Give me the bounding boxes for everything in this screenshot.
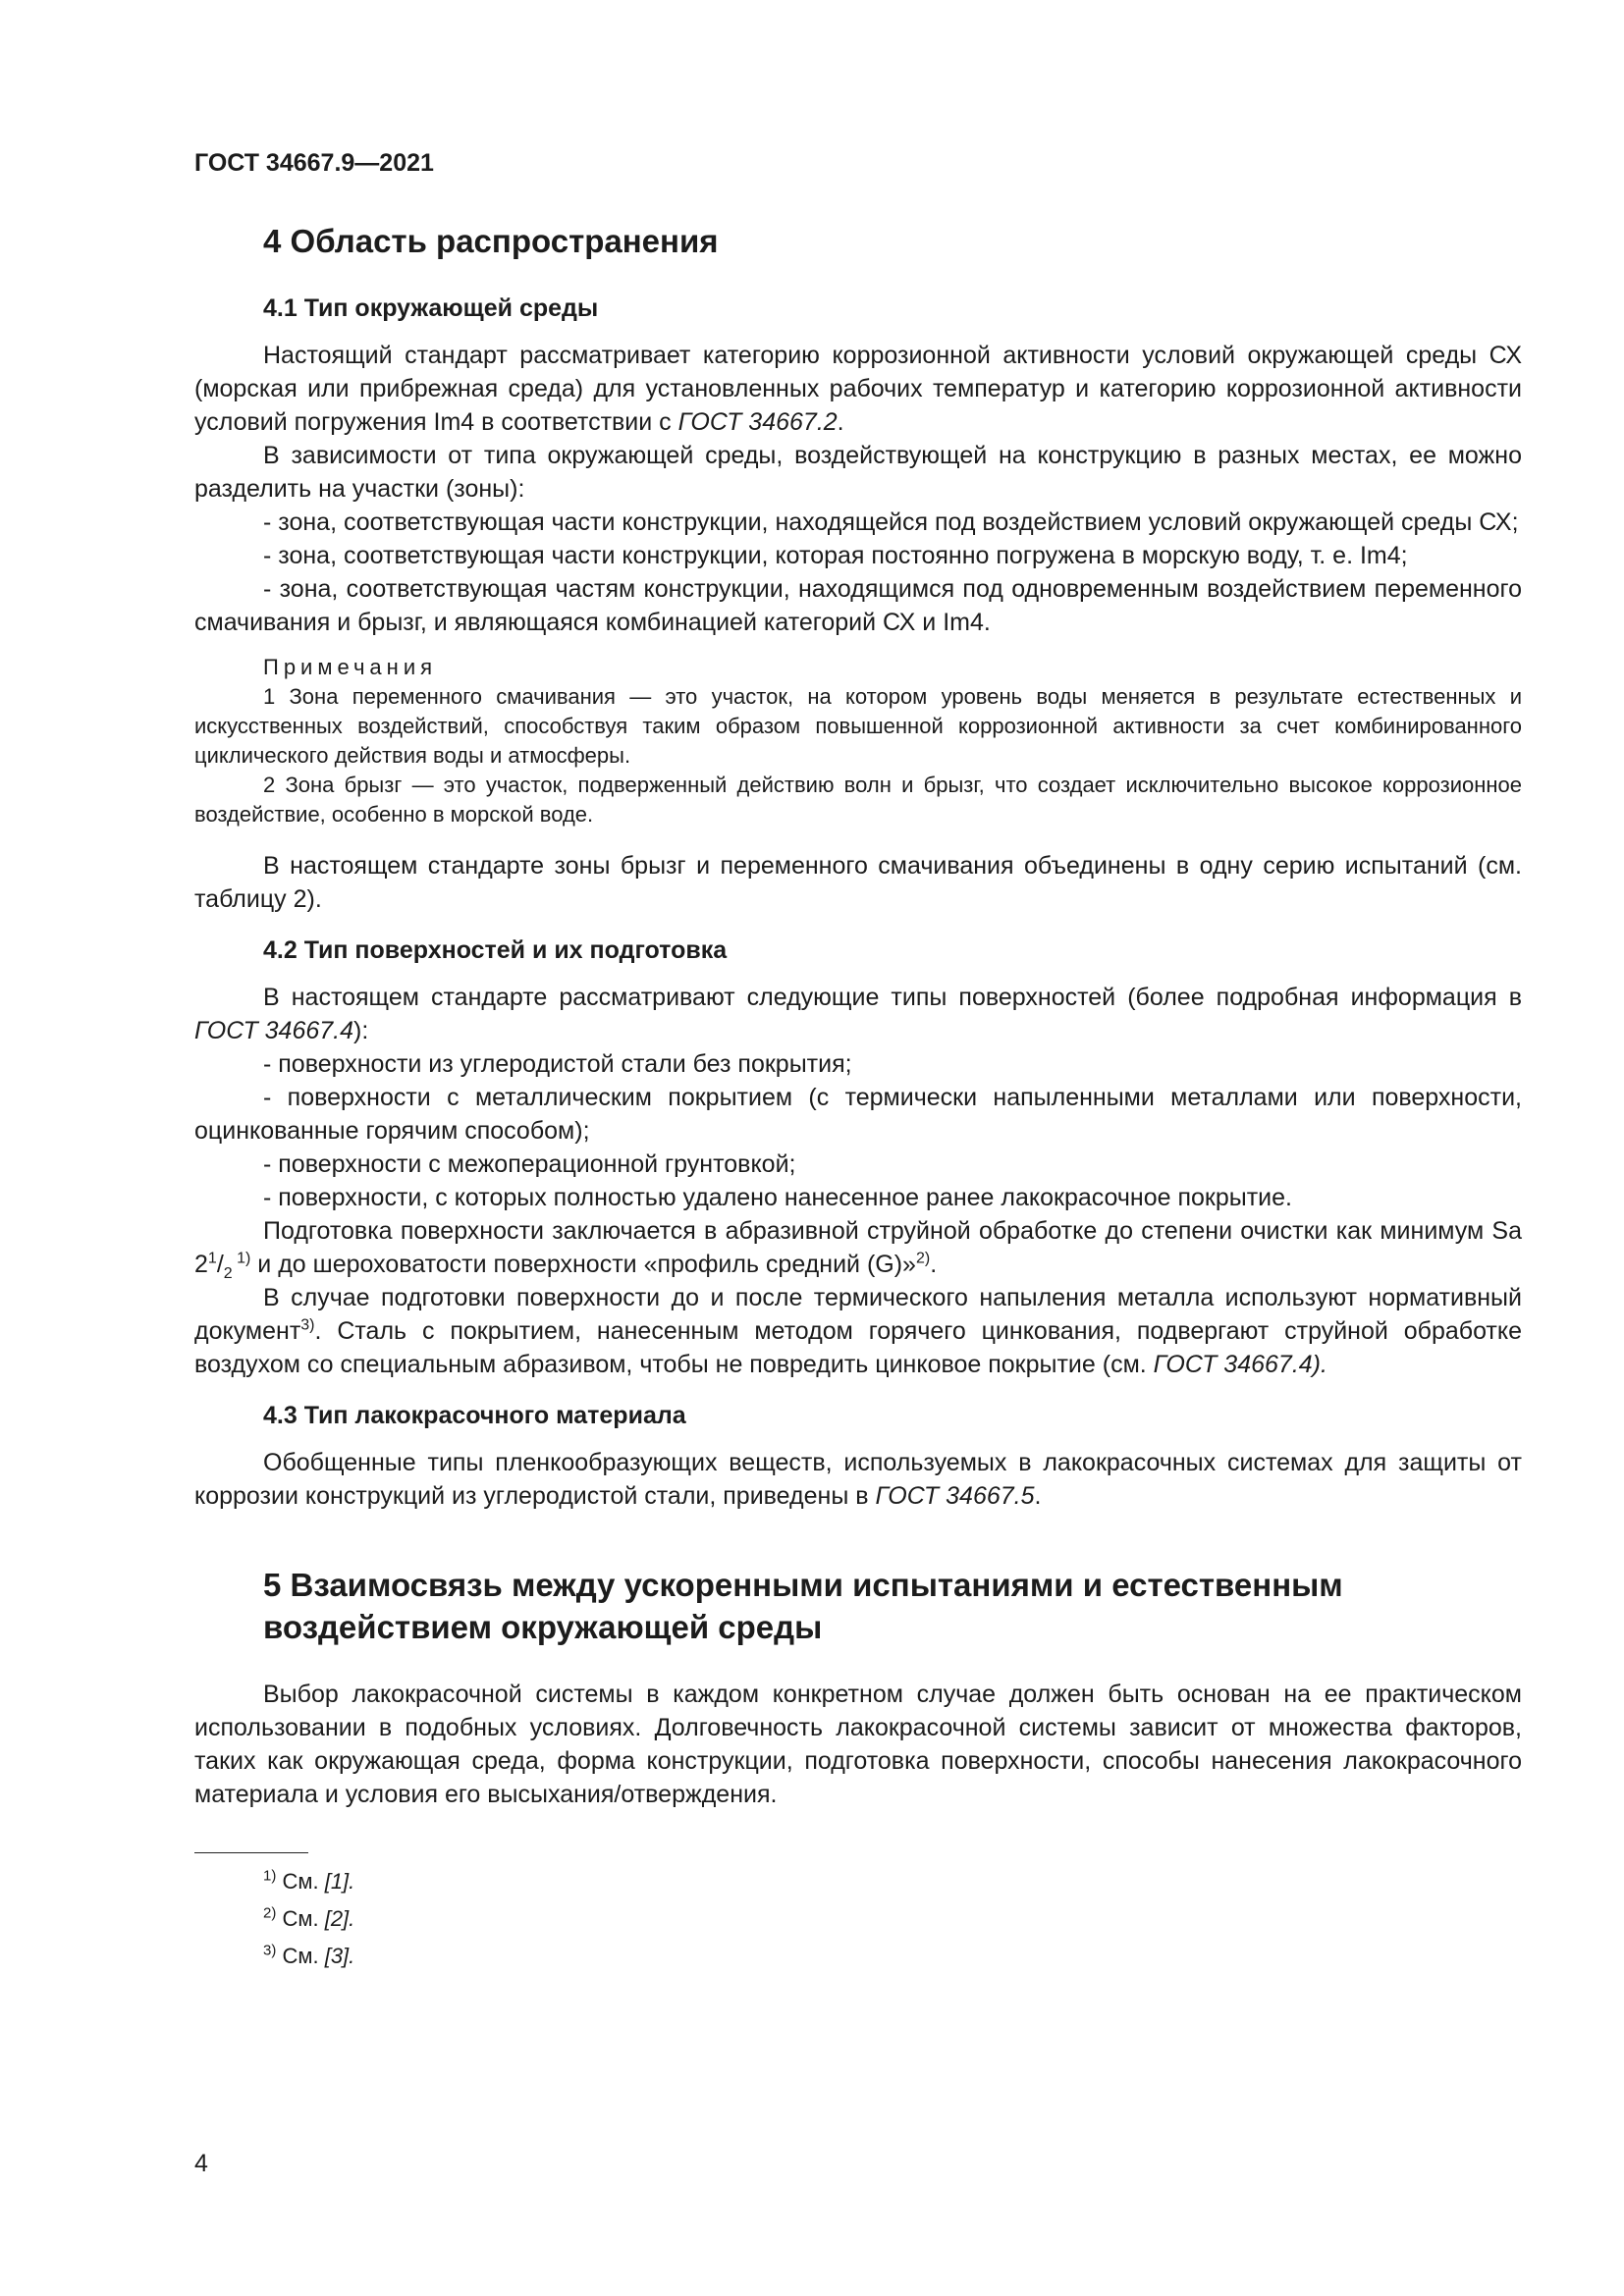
footnote-mark: 1) [232, 1250, 251, 1267]
footnote: $^{2)}$ См. [2]. [263, 1904, 355, 1931]
page-number: 4 [194, 2150, 208, 2177]
footnote-divider [194, 1852, 308, 1853]
paragraph: В настоящем стандарте рассматривают следующие типы поверхностей (более подробная информация в ГОСТ 34667.4): [194, 984, 1522, 1044]
standard-reference: ГОСТ 34667.2 [677, 408, 838, 436]
footnote-mark: 2) [915, 1250, 931, 1267]
paragraph: В случае подготовки поверхности до и после термического напыления металла используют нормативный документ$^{3)}$. Сталь с покрытием, нанесенным методом горячего цинкования, подвергают струйной обработке воздухом со специальным абразивом, чтобы не повредить цинковое покрытие (см. ГОСТ 34667.4). [194, 1284, 1522, 1378]
paragraph: Обобщенные типы пленкообразующих веществ, используемых в лакокрасочных системах для защиты от коррозии конструкций из углеродистой стали, приведены в ГОСТ 34667.5. [194, 1449, 1522, 1510]
list-item: - зона, соответствующая частям конструкции, находящимся под одновременным воздействием переменного смачивания и брызг, и являющаяся комбинацией категорий СХ и Im4. [194, 575, 1522, 636]
notes-block [194, 653, 1522, 829]
subsection-4-2-title: 4.2 Тип поверхностей и их подготовка [263, 936, 728, 964]
list-item: - поверхности из углеродистой стали без покрытия; [263, 1050, 852, 1078]
footnote: $^{1)}$ См. [1]. [263, 1867, 355, 1894]
notes-title: Примечания [263, 655, 438, 679]
list-item: - поверхности, с которых полностью удалено нанесенное ранее лакокрасочное покрытие. [263, 1184, 1292, 1211]
subsection-4-1-title: 4.1 Тип окружающей среды [263, 294, 599, 322]
paragraph: Выбор лакокрасочной системы в каждом конкретном случае должен быть основан на ее практическом использовании в подобных условиях. Долговечность лакокрасочной системы зависит от множества факторов, таких как окружающая среда, форма конструкции, подготовка поверхности, способы нанесения лакокрасочного материала и условия его высыхания/отверждения. [194, 1681, 1522, 1808]
note-item: 1 Зона переменного смачивания — это участок, на котором уровень воды меняется в результате естественных и искусственных воздействий, способствуя таким образом повышенной коррозионной активности за счет комбинированного циклического действия воды и атмосферы. [194, 684, 1522, 768]
standard-reference: ГОСТ 34667.4). [1153, 1351, 1327, 1378]
section-4-title: 4 Область распространения [263, 223, 719, 259]
paragraph: В зависимости от типа окружающей среды, воздействующей на конструкцию в разных местах, ее можно разделить на участки (зоны): [194, 442, 1522, 503]
list-item: - зона, соответствующая части конструкции, находящейся под воздействием условий окружающей среды СХ; [263, 508, 1519, 536]
document-page [194, 0, 1522, 2296]
document-id-header: ГОСТ 34667.9—2021 [194, 149, 434, 177]
standard-reference: ГОСТ 34667.4 [194, 1017, 354, 1044]
paragraph: Подготовка поверхности заключается в абразивной струйной обработке до степени очистки как минимум Sa $2^1/_2$ $^{1)}$ и до шероховатости поверхности «профиль средний (G)»$^{2)}$. [194, 1217, 1522, 1282]
note-item: 2 Зона брызг — это участок, подверженный действию волн и брызг, что создает исключительно высокое коррозионное воздействие, особенно в морской воде. [194, 773, 1522, 827]
page-content [194, 220, 1522, 1975]
list-item: - поверхности с металлическим покрытием (с термически напыленными металлами или поверхности, оцинкованные горячим способом); [194, 1084, 1522, 1145]
list-item: - поверхности с межоперационной грунтовкой; [263, 1150, 796, 1178]
footnote-mark: 3) [300, 1316, 315, 1334]
footnote: $^{3)}$ См. [3]. [263, 1942, 355, 1968]
subsection-4-3-title: 4.3 Тип лакокрасочного материала [263, 1402, 686, 1429]
list-item: - зона, соответствующая части конструкции, которая постоянно погружена в морскую воду, т. е. Im4; [263, 542, 1408, 569]
paragraph: В настоящем стандарте зоны брызг и переменного смачивания объединены в одну серию испытаний (см. таблицу 2). [194, 852, 1522, 913]
paragraph: Настоящий стандарт рассматривает категорию коррозионной активности условий окружающей среды СХ (морская или прибрежная среда) для установленных рабочих температур и категорию коррозионной активности условий погружения Im4 в соответствии с ГОСТ 34667.2. [194, 342, 1522, 436]
section-5-title: 5 Взаимосвязь между ускоренными испытаниями и естественным воздействием окружающей среды [263, 1567, 1343, 1645]
standard-reference: ГОСТ 34667.5 [875, 1482, 1035, 1510]
